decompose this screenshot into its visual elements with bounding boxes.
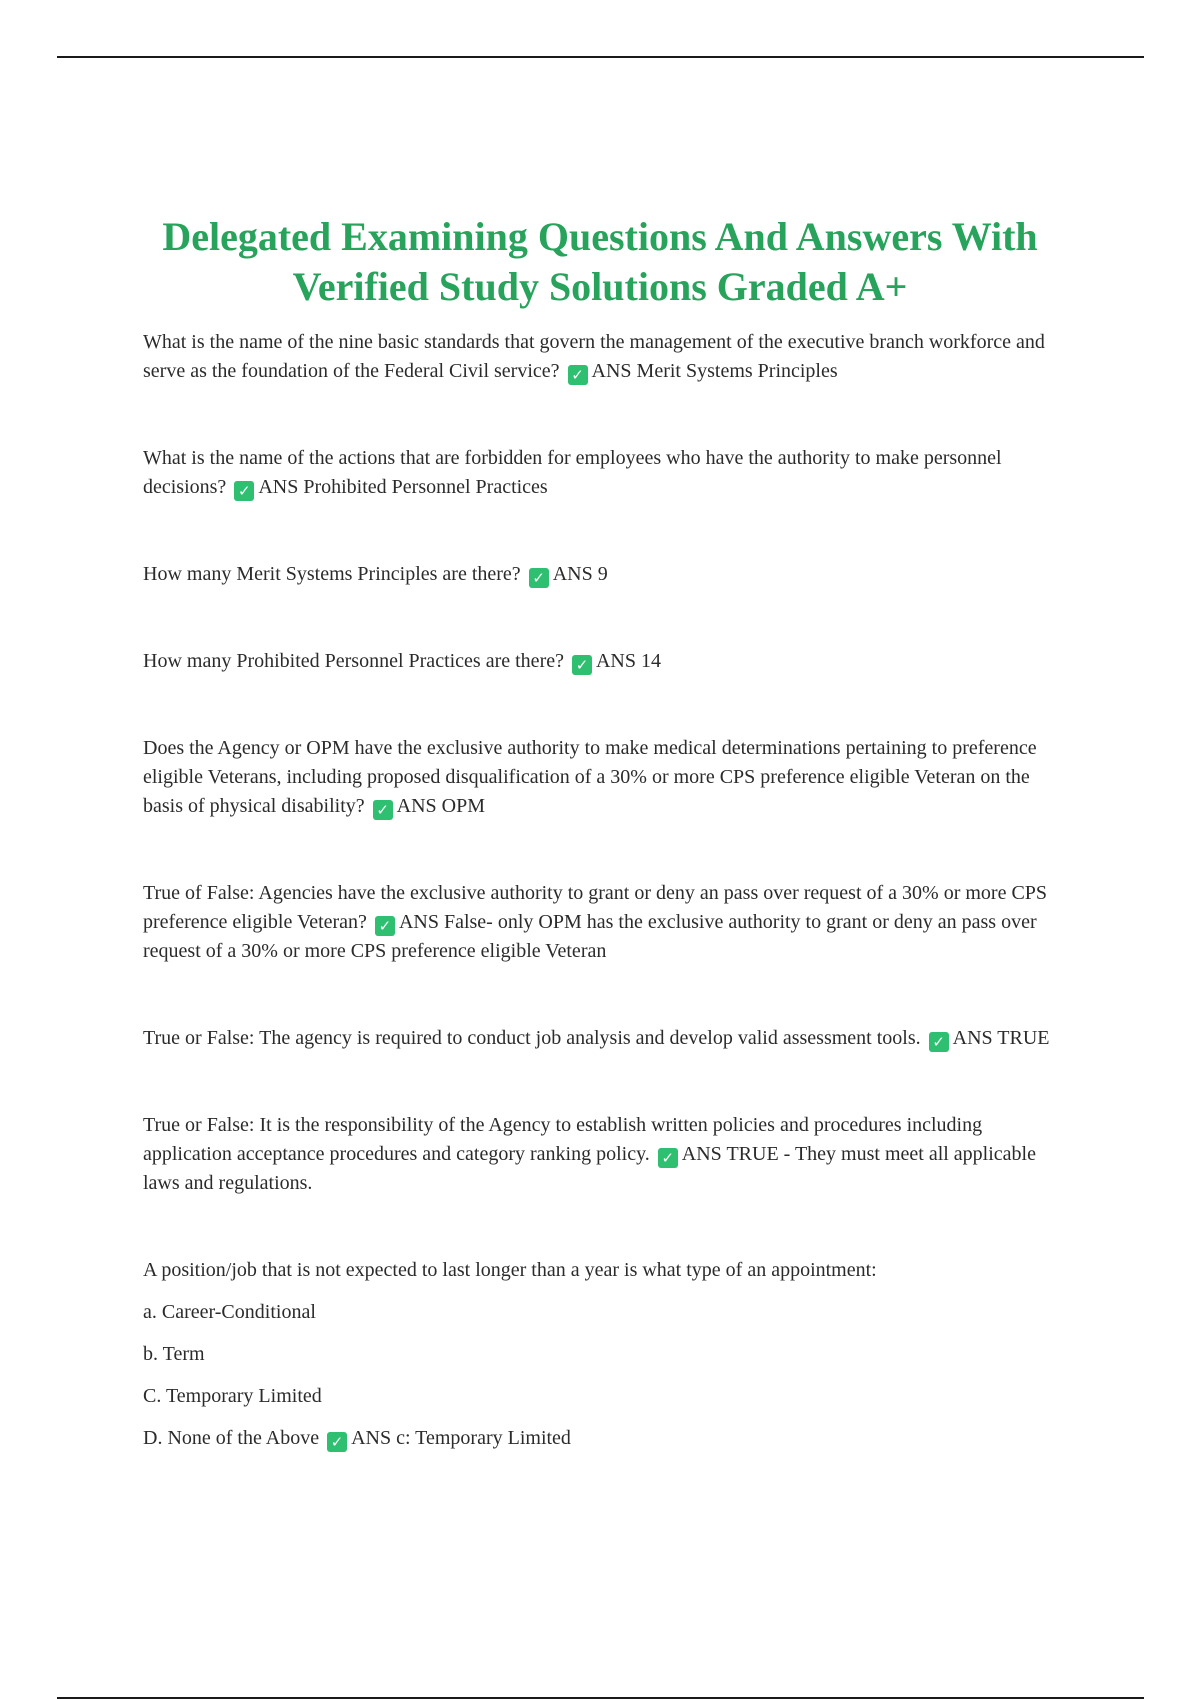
- check-mark-icon: ✓: [929, 1032, 949, 1052]
- qa-question: A position/job that is not expected to last longer than a year is what type of an appointment:: [143, 1259, 877, 1281]
- qa-list: [143, 328, 1065, 1453]
- option-c: C. Temporary Limited: [143, 1385, 322, 1407]
- qa-item: [143, 734, 1065, 821]
- qa-item: [143, 1024, 1065, 1053]
- bottom-rule: [57, 1697, 1144, 1699]
- question-text: Does the Agency or OPM have the exclusive authority to make medical determinations pertaining to preference eligible Veterans, including proposed disqualification of a 30% or more CPS preference eligible Veteran on the basis of physical disability?: [143, 737, 1037, 817]
- option-b: b. Term: [143, 1343, 205, 1365]
- question-text: How many Merit Systems Principles are there?: [143, 563, 521, 585]
- qa-item: [143, 444, 1065, 502]
- question-text: True or False: It is the responsibility of the Agency to establish written policies and procedures including application acceptance procedures and category ranking policy.: [143, 1114, 983, 1165]
- check-mark-icon: ✓: [658, 1148, 678, 1168]
- check-mark-icon: ✓: [375, 916, 395, 936]
- qa-item: [143, 328, 1065, 386]
- question-text: True or False: The agency is required to conduct job analysis and develop valid assessment tools.: [143, 1027, 921, 1049]
- qa-item: [143, 879, 1065, 966]
- question-text: What is the name of the nine basic standards that govern the management of the executive branch workforce and serve as the foundation of the Federal Civil service?: [143, 331, 1045, 382]
- answer-text: ANS Prohibited Personnel Practices: [258, 476, 548, 498]
- document-title: Delegated Examining Questions And Answers With Verified Study Solutions Graded A+: [162, 214, 1038, 309]
- option-a: a. Career-Conditional: [143, 1301, 316, 1323]
- check-mark-icon: ✓: [234, 481, 254, 501]
- question-text: True of False: Agencies have the exclusive authority to grant or deny an pass over request of a 30% or more CPS preference eligible Veteran?: [143, 882, 1048, 933]
- answer-text: ANS Merit Systems Principles: [591, 360, 838, 382]
- answer-text: ANS 9: [552, 563, 608, 585]
- qa-item: [143, 1424, 1065, 1453]
- answer-text: ANS OPM: [396, 795, 485, 817]
- question-text: What is the name of the actions that are forbidden for employees who have the authority to make personnel decisions?: [143, 447, 1002, 498]
- qa-item: [143, 647, 1065, 676]
- top-rule: [57, 56, 1144, 58]
- check-mark-icon: ✓: [327, 1432, 347, 1452]
- qa-item: [143, 560, 1065, 589]
- answer-text: ANS 14: [595, 650, 661, 672]
- question-text: How many Prohibited Personnel Practices are there?: [143, 650, 564, 672]
- answer-text: ANS False- only OPM has the exclusive authority to grant or deny an pass over request of a 30% or more CPS preference eligible Veteran: [143, 911, 1037, 962]
- check-mark-icon: ✓: [373, 800, 393, 820]
- check-mark-icon: ✓: [568, 365, 588, 385]
- answer-text: ANS TRUE: [952, 1027, 1050, 1049]
- answer-text: ANS TRUE - They must meet all applicable laws and regulations.: [143, 1143, 1036, 1194]
- answer-text: ANS c: Temporary Limited: [351, 1427, 571, 1449]
- check-mark-icon: ✓: [529, 568, 549, 588]
- option-d: D. None of the Above: [143, 1427, 320, 1449]
- check-mark-icon: ✓: [572, 655, 592, 675]
- qa-item: [143, 1111, 1065, 1198]
